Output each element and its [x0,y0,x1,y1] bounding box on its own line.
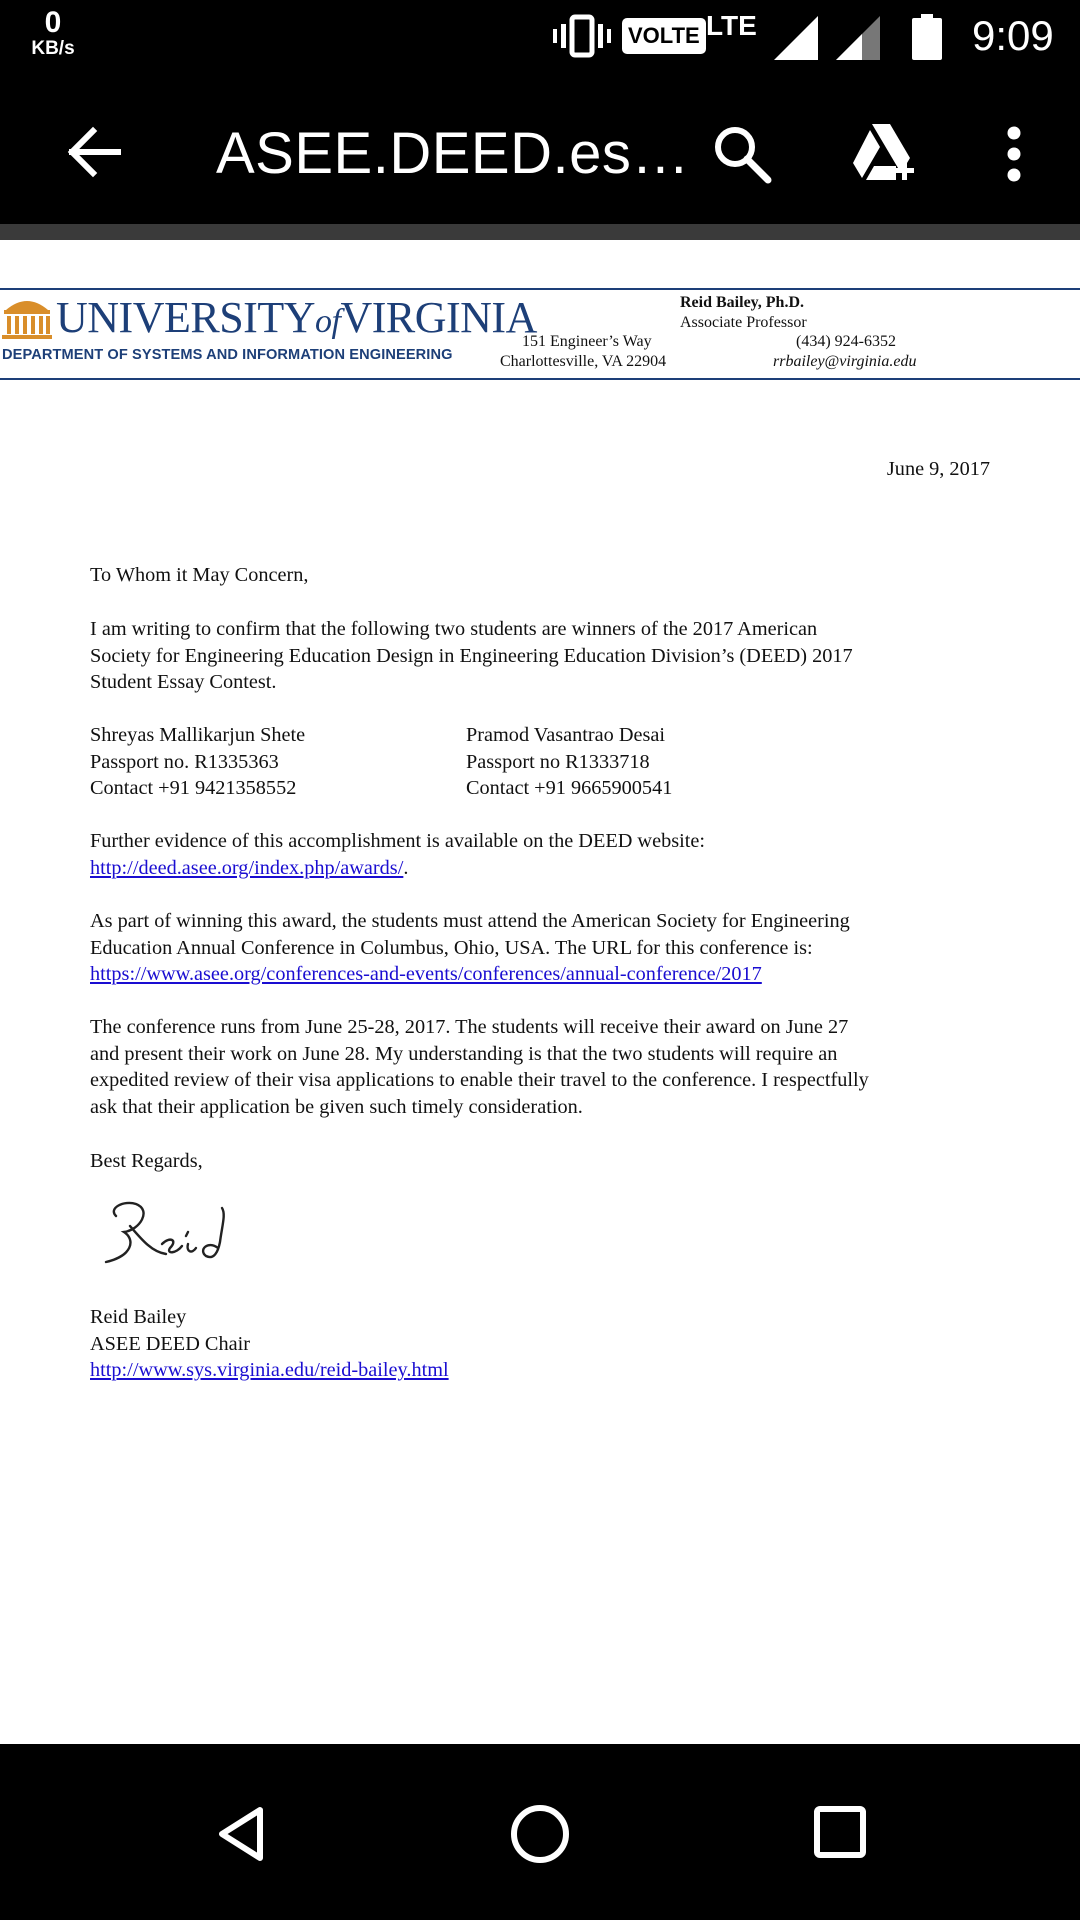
more-vert-icon[interactable] [996,126,1032,182]
search-icon[interactable] [712,124,772,184]
paragraph-conference [90,908,1002,988]
network-speed-value: 0 [44,6,62,39]
nav-recents-icon[interactable] [814,1806,866,1858]
status-bar [0,0,1080,76]
paragraph-line: The conference runs from June 25-28, 2017. The students will receive their award on June 27 [90,1016,849,1038]
student-contact: Contact +91 9421358552 [90,777,297,799]
vibrate-icon [552,14,612,58]
system-navigation-bar [0,1744,1080,1920]
app-bar [0,76,1080,224]
student-contact: Contact +91 9665900541 [466,777,673,799]
letterhead-top-rule [0,288,1080,290]
toolbar-divider [0,224,1080,240]
paragraph-line: Education Annual Conference in Columbus, Ohio, USA. The URL for this conference is: [90,936,813,959]
volte-badge: VOLTE [622,18,706,54]
signal-strength-icon [774,16,818,60]
paragraph-confirmation [90,616,1002,696]
deed-awards-link[interactable]: http://deed.asee.org/index.php/awards/ [90,856,404,879]
signal-strength-icon [836,16,880,60]
student-list [90,722,1002,802]
signer-homepage-link[interactable]: http://www.sys.virginia.edu/reid-bailey.html [90,1359,449,1381]
student-name: Pramod Vasantrao Desai [466,724,666,746]
lte-label: LTE [706,10,757,41]
paragraph-line [90,855,1002,882]
document-page[interactable] [0,240,1080,1744]
paragraph-evidence [90,828,1002,881]
signer-block [90,1304,1002,1384]
battery-icon [912,14,942,60]
university-wordmark-of: of [314,303,341,340]
paragraph-line: I am writing to confirm that the following two students are winners of the 2017 American [90,618,818,640]
sender-phone: (434) 924-6352 [796,333,896,350]
nav-back-icon[interactable] [212,1804,272,1864]
conference-link[interactable]: https://www.asee.org/conferences-and-events/conferences/annual-conference/2017 [90,963,762,985]
back-arrow-icon[interactable] [66,124,122,180]
paragraph-line: Society for Engineering Education Design in Engineering Education Division’s (DEED) 2017 [90,644,853,667]
paragraph-line: Further evidence of this accomplishment is available on the DEED website: [90,830,706,852]
signer-name: Reid Bailey [90,1306,187,1328]
sender-street: 151 Engineer’s Way [522,333,652,350]
sender-email: rrbailey@virginia.edu [773,353,917,370]
student-2 [466,722,672,802]
letter-date: June 9, 2017 [886,458,990,480]
salutation: To Whom it May Concern, [90,564,309,586]
university-wordmark [56,292,537,343]
sender-role: Associate Professor [680,314,807,331]
nav-home-icon[interactable] [508,1802,572,1866]
sender-city: Charlottesville, VA 22904 [500,353,667,370]
university-wordmark-post: VIRGINIA [340,293,537,342]
student-passport: Passport no R1333718 [466,750,650,773]
network-speed [28,8,78,58]
paragraph-line: Student Essay Contest. [90,671,277,693]
paragraph-period: . [403,856,409,879]
paragraph-request [90,1014,1002,1120]
rotunda-logo-icon [2,292,52,340]
letterhead-bottom-rule [0,378,1080,380]
paragraph-line: As part of winning this award, the students must attend the American Society for Engineering [90,910,850,932]
closing: Best Regards, [90,1150,203,1172]
paragraph-line: ask that their application be given such timely consideration. [90,1095,583,1118]
university-wordmark-pre: UNIVERSITY [56,293,315,342]
network-speed-unit: KB/s [31,38,75,59]
student-passport: Passport no. R1335363 [90,750,279,773]
add-to-drive-icon[interactable] [852,122,918,184]
document-title: ASEE.DEED.es… [216,121,690,186]
student-name: Shreyas Mallikarjun Shete [90,724,306,746]
department-name: DEPARTMENT OF SYSTEMS AND INFORMATION ENGINEERING [2,347,453,363]
paragraph-line: expedited review of their visa applications to enable their travel to the conference. I respectfully [90,1069,869,1091]
sender-name: Reid Bailey, Ph.D. [680,294,805,311]
paragraph-line: and present their work on June 28. My understanding is that the two students will require an [90,1042,838,1065]
clock: 9:09 [972,12,1054,59]
signer-title: ASEE DEED Chair [90,1332,250,1355]
signature-image [96,1196,236,1276]
